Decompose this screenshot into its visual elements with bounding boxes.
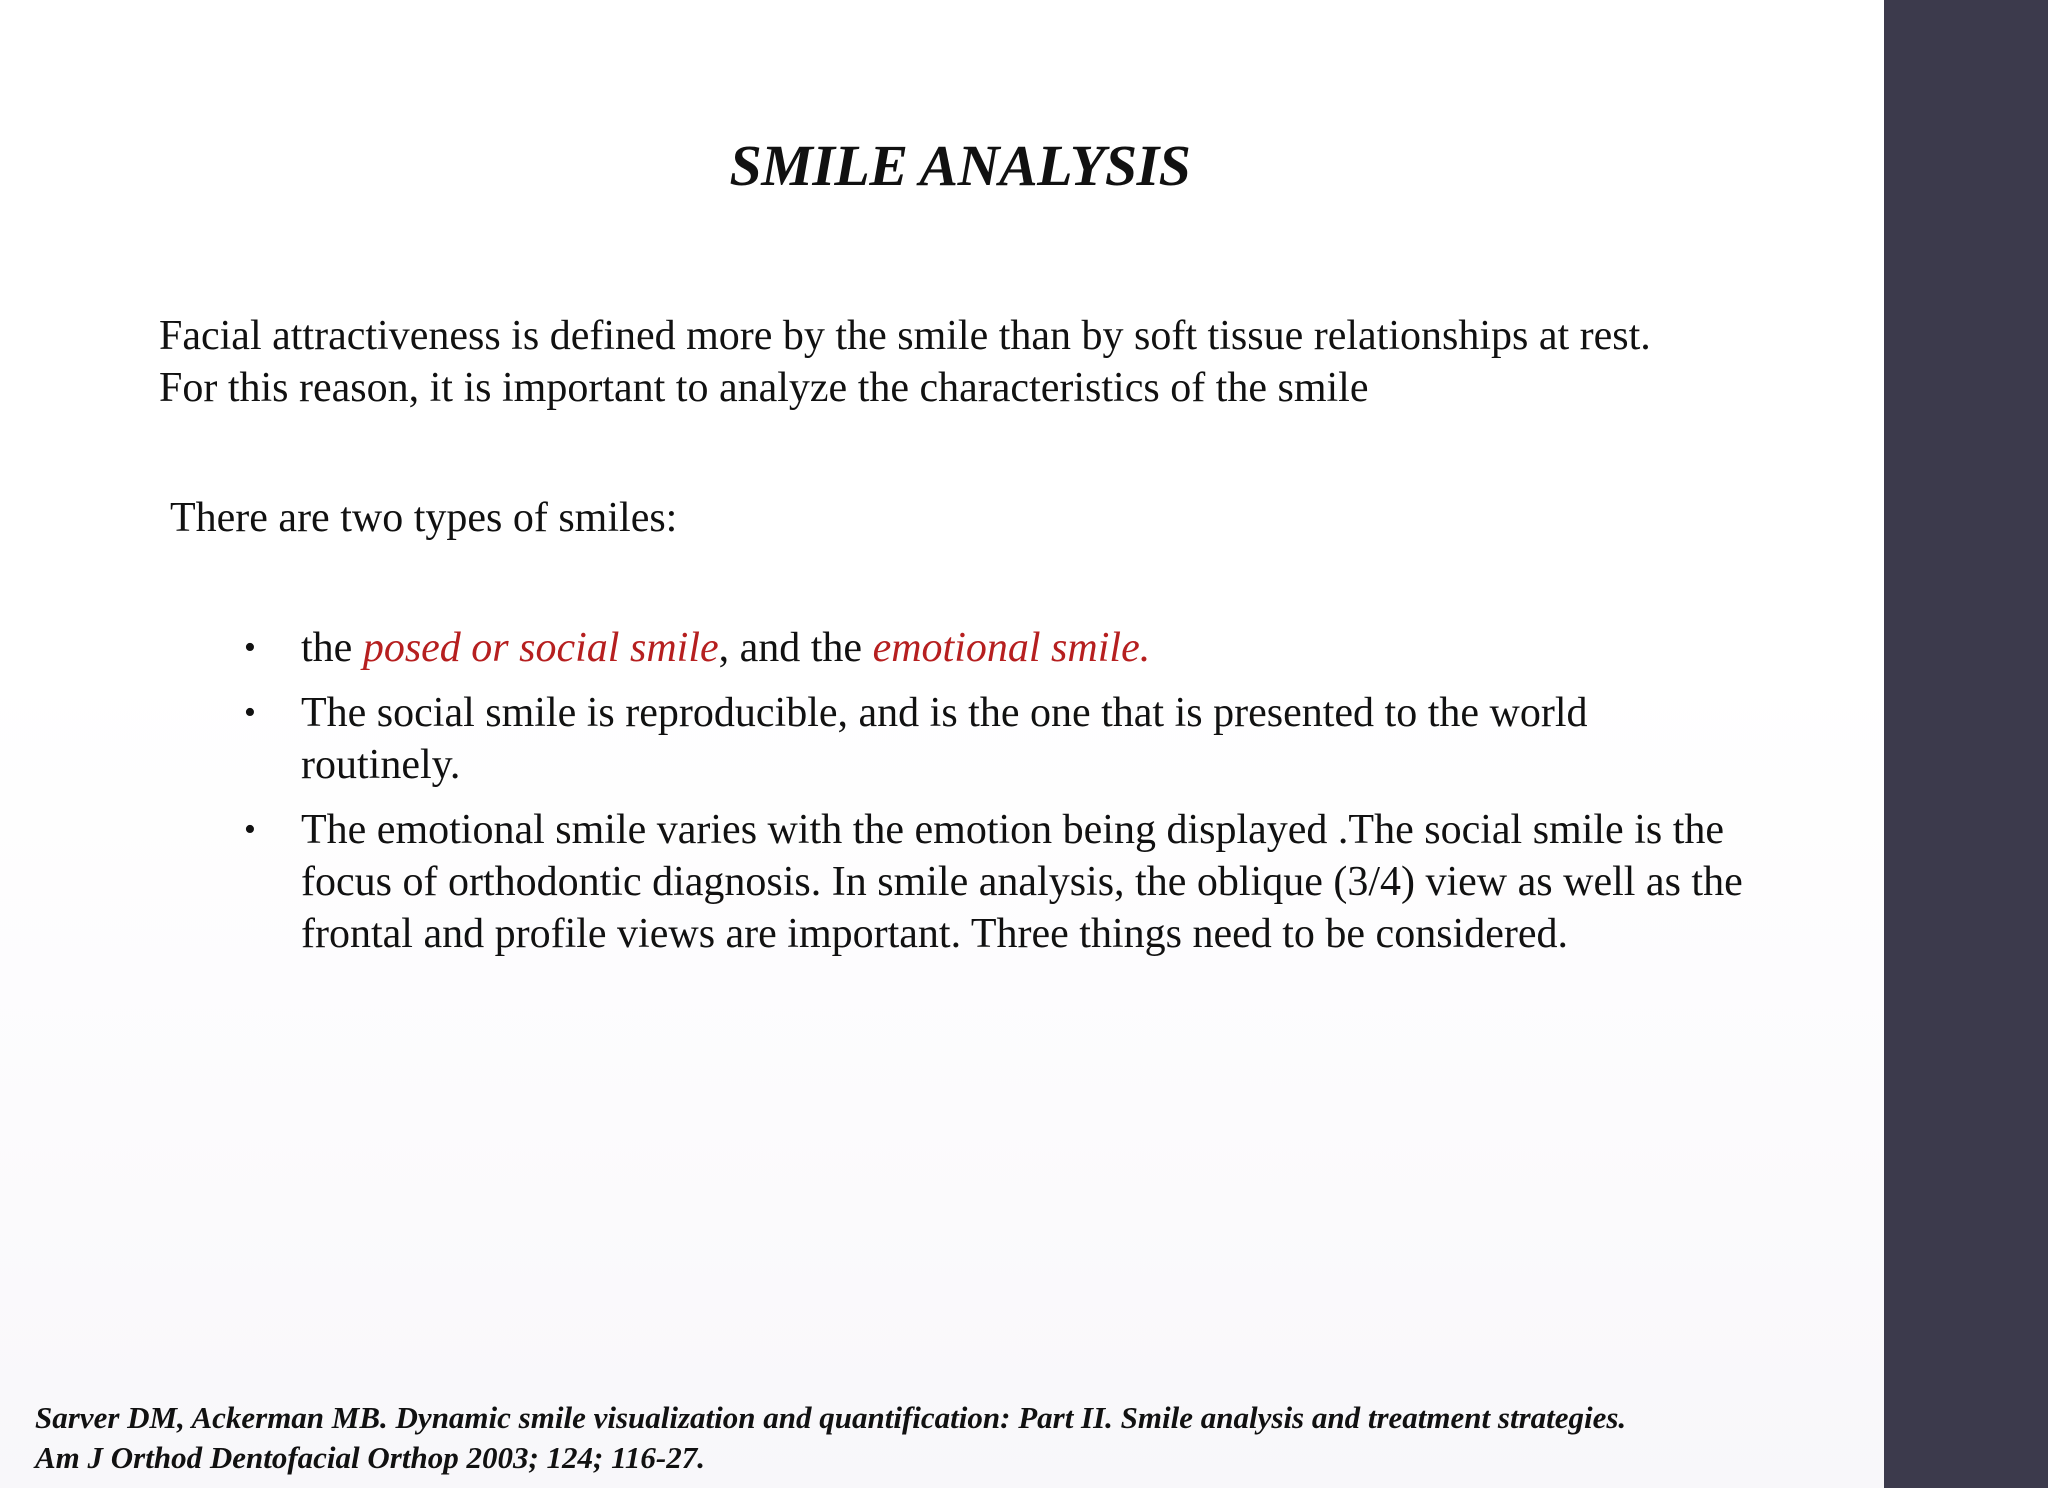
bullet-icon: • bbox=[244, 811, 256, 848]
types-heading: There are two types of smiles: bbox=[170, 495, 678, 541]
intro-line-2: For this reason, it is important to analyze the characteristics of the smile bbox=[159, 365, 1369, 411]
citation bbox=[35, 1398, 1875, 1478]
list-item bbox=[244, 687, 1744, 791]
smile-types-list bbox=[244, 622, 1744, 973]
posed-social-smile-term: posed or social smile bbox=[362, 625, 719, 671]
bullet-1-prefix: the bbox=[301, 625, 363, 671]
bullet-icon: • bbox=[244, 629, 256, 666]
citation-line-1: Sarver DM, Ackerman MB. Dynamic smile visualization and quantification: Part II. Smile analysis and treatment strategies. bbox=[35, 1400, 1627, 1435]
bullet-3-text: The emotional smile varies with the emotion being displayed .The social smile is the focus of orthodontic diagnosis. In smile analysis, the oblique (3/4) view as well as the frontal and profile views are important. Three things need to be considered. bbox=[301, 807, 1743, 957]
slide-title: SMILE ANALYSIS bbox=[729, 133, 1191, 198]
bullet-icon: • bbox=[244, 694, 256, 731]
bullet-1-middle: , and the bbox=[718, 625, 873, 671]
list-item bbox=[244, 622, 1744, 674]
bullet-2-text: The social smile is reproducible, and is the one that is presented to the world routinely. bbox=[301, 690, 1588, 788]
list-item bbox=[244, 804, 1744, 960]
intro-paragraph bbox=[159, 310, 1799, 414]
citation-line-2: Am J Orthod Dentofacial Orthop 2003; 124; 116-27. bbox=[35, 1440, 705, 1475]
emotional-smile-term: emotional smile. bbox=[872, 625, 1151, 671]
decorative-side-bar bbox=[1884, 0, 2048, 1488]
intro-line-1: Facial attractiveness is defined more by the smile than by soft tissue relationships at rest. bbox=[159, 313, 1651, 359]
